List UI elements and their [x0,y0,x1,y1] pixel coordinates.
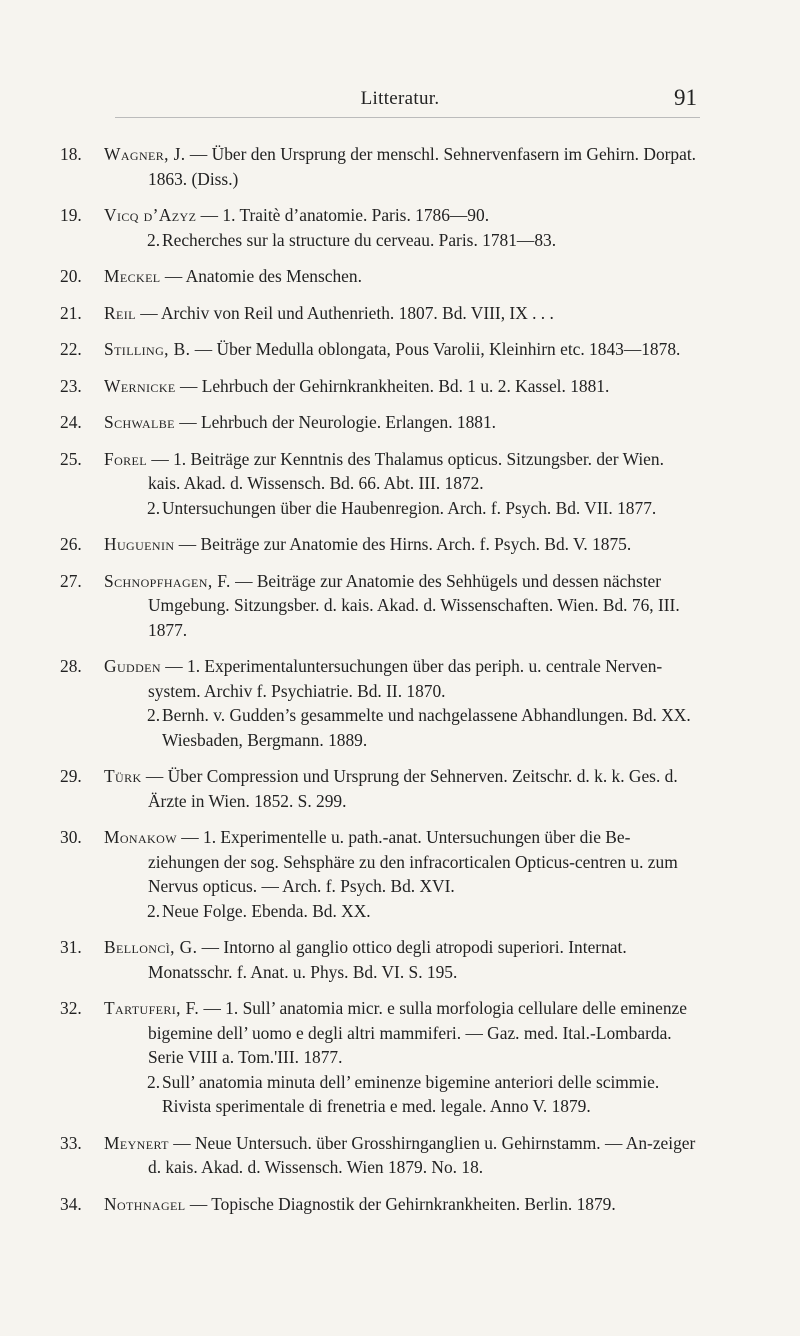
reference-text: — 1. Beiträge zur Kenntnis des Thalamus opticus. Sitzungsber. der Wien. kais. Akad. d. Wissensch. Bd. 66. Abt. III. 1872. [147,448,664,493]
page-number: 91 [674,85,697,110]
reference-author: Türk [104,766,142,786]
reference-entry [104,410,700,435]
reference-author: Gudden [104,656,161,676]
reference-entry [104,996,700,1070]
reference-author: Belloncì, G. [104,937,198,957]
reference-entry [104,301,700,326]
page-header [0,85,800,118]
reference-number: 18. [60,144,82,164]
reference-item [60,374,700,399]
reference-entry [104,337,700,362]
subentry-number: 2. [147,1071,161,1092]
reference-item [60,1192,700,1217]
reference-item [60,569,700,643]
reference-number: 32. [60,998,82,1018]
reference-author: Schwalbe [104,412,175,432]
reference-author: Vicq d’Azyz [104,205,197,225]
reference-text: — 1. Sull’ anatomia micr. e sulla morfologia cellulare delle eminenze bigemine dell’ uomo e degli altri mammiferi. — Gaz. med. Ital.-Lombarda. Serie VIII a. Tom.'III. 1877. [148,998,687,1067]
reference-entry [104,532,700,557]
reference-item [60,301,700,326]
reference-author: Tartuferi, F. [104,998,200,1018]
reference-author: Wernicke [104,375,176,396]
reference-item [60,996,700,1119]
reference-entry [104,1131,700,1180]
reference-entry [104,825,700,899]
reference-text: — Lehrbuch der Neurologie. Erlangen. 1881. [174,412,497,432]
subentry-number: 2. [147,900,161,921]
reference-item [60,825,700,923]
running-title: Litteratur. [360,88,440,109]
reference-text: — Beiträge zur Anatomie des Sehhügels und dessen nächster Umgebung. Sitzungsber. d. kais. Akad. d. Wissenschaften. Wien. Bd. 76, III. 1877. [148,570,680,640]
reference-author: Reil [104,302,136,323]
reference-author: Schnopfhagen, F. [104,570,231,591]
reference-number: 27. [60,570,82,591]
reference-text: — Über den Ursprung der menschl. Sehnervenfasern im Gehirn. Dorpat. 1863. (Diss.) [148,144,697,189]
subentry-number: 2. [147,705,161,725]
reference-text: — Topische Diagnostik der Gehirnkrankheiten. Berlin. 1879. [185,1193,616,1214]
reference-text: — Anatomie des Menschen. [160,266,362,286]
reference-entry [104,764,700,813]
reference-subentry [104,228,700,253]
reference-number: 33. [60,1132,82,1153]
reference-text: Bernh. v. Gudden’s gesammelte und nachgelassene Abhandlungen. Bd. XX. Wiesbaden, Bergmann. 1889. [162,705,691,750]
reference-number: 26. [60,534,82,554]
reference-entry [104,264,700,289]
reference-author: Forel [104,448,148,469]
reference-entry [104,569,700,643]
reference-item [60,935,700,984]
reference-author: Stilling, B. [104,339,191,359]
reference-subentry [104,899,700,924]
reference-number: 25. [60,448,82,469]
reference-text: — Neue Untersuch. über Grosshirnganglien u. Gehirnstamm. — An-zeiger d. kais. Akad. d. Wissensch. Wien 1879. No. 18. [148,1132,696,1177]
reference-entry [104,203,700,228]
reference-item [60,337,700,362]
reference-text: Neue Folge. Ebenda. Bd. XX. [162,900,371,921]
reference-entry [104,935,700,984]
reference-item [60,142,700,191]
reference-item [60,264,700,289]
reference-entry [104,374,700,399]
reference-number: 19. [60,205,82,225]
reference-entry [104,447,700,496]
reference-subentry [104,703,700,752]
reference-text: — Archiv von Reil und Authenrieth. 1807. Bd. VIII, IX . . . [135,302,554,323]
reference-text: Recherches sur la structure du cerveau. Paris. 1781—83. [162,229,557,250]
reference-author: Meckel [104,266,161,286]
reference-number: 24. [60,412,82,432]
reference-number: 22. [60,339,82,359]
reference-text: Untersuchungen über die Haubenregion. Arch. f. Psych. Bd. VII. 1877. [162,497,657,518]
reference-entry [104,1192,700,1217]
reference-item [60,447,700,521]
reference-text: — Über Medulla oblongata, Pous Varolii, Kleinhirn etc. 1843—1878. [190,339,681,359]
reference-entry [104,654,700,703]
reference-author: Monakow [104,827,177,847]
reference-entry [104,142,700,191]
reference-author: Meynert [104,1132,169,1153]
reference-number: 30. [60,827,82,847]
reference-text: — Beiträge zur Anatomie des Hirns. Arch. f. Psych. Bd. V. 1875. [174,534,632,554]
reference-number: 29. [60,766,82,786]
reference-number: 34. [60,1193,82,1214]
reference-item [60,764,700,813]
subentry-number: 2. [147,229,161,250]
reference-text: — 1. Traitè d’anatomie. Paris. 1786—90. [196,205,490,225]
reference-text: Sull’ anatomia minuta dell’ eminenze bigemine anteriori delle scimmie. Rivista sperimentale di frenetria e med. legale. Anno V. 1879. [162,1071,660,1116]
reference-author: Wagner, J. [104,144,186,164]
reference-number: 28. [60,656,82,676]
reference-number: 20. [60,266,82,286]
reference-author: Nothnagel [104,1193,186,1214]
reference-text: — 1. Experimentelle u. path.-anat. Untersuchungen über die Be-ziehungen der sog. Sehsphäre zu den infracorticalen Opticus-centren u. zum Nervus opticus. — Arch. f. Psych. Bd. XVI. [148,827,678,896]
reference-item [60,654,700,752]
subentry-number: 2. [147,497,161,518]
reference-text: — Über Compression und Ursprung der Sehnerven. Zeitschr. d. k. k. Ges. d. Ärzte in Wien. 1852. S. 299. [141,766,678,811]
reference-list [60,142,700,1228]
reference-subentry [104,1070,700,1119]
reference-number: 31. [60,937,82,957]
header-rule [115,117,700,118]
reference-author: Huguenin [104,534,175,554]
reference-number: 21. [60,302,82,323]
reference-subentry [104,496,700,521]
reference-number: 23. [60,375,82,396]
reference-text: — Lehrbuch der Gehirnkrankheiten. Bd. 1 u. 2. Kassel. 1881. [175,375,610,396]
reference-item [60,203,700,252]
reference-item [60,1131,700,1180]
reference-item [60,532,700,557]
reference-text: — Intorno al ganglio ottico degli atropodi superiori. Internat. Monatsschr. f. Anat. u. Phys. Bd. VI. S. 195. [148,937,627,982]
reference-item [60,410,700,435]
reference-text: — 1. Experimentaluntersuchungen über das periph. u. centrale Nerven-system. Archiv f. Psychiatrie. Bd. II. 1870. [148,656,663,701]
